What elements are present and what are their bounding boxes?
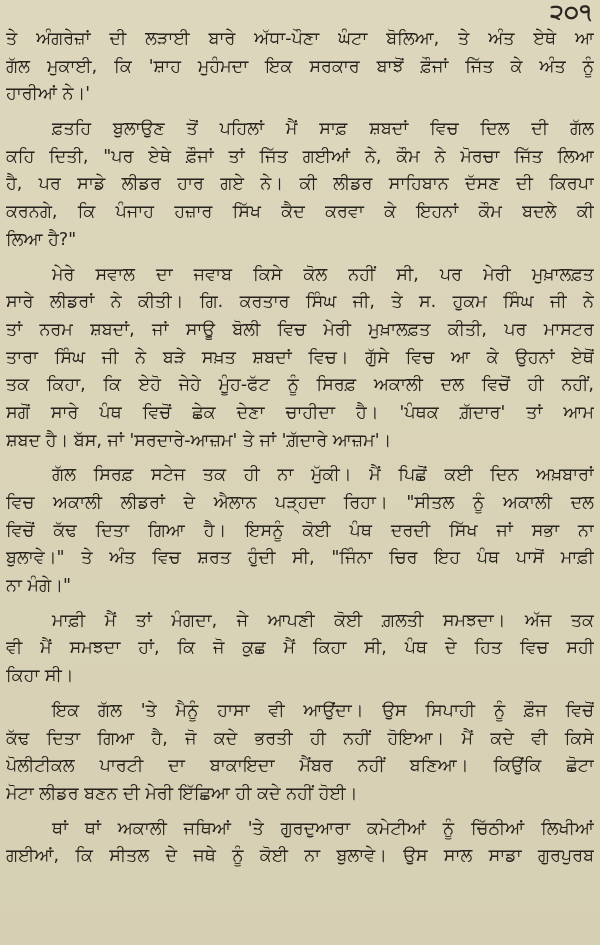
text-line: ਵਿਚੋਂ ਕੱਢ ਦਿਤਾ ਗਿਆ ਹੈ। ਇਸਨੂੰ ਕੋਈ ਪੰਥ ਦਰਦੀ ਸਿੱਖ ਜਾਂ ਸਭਾ ਨਾ bbox=[6, 520, 594, 541]
text-line: ਮੇਰੇ ਸਵਾਲ ਦਾ ਜਵਾਬ ਕਿਸੇ ਕੋਲ ਨਹੀਂ ਸੀ, ਪਰ ਮੇਰੀ ਮੁਖ਼ਾਲਫ਼ਤ bbox=[52, 264, 594, 285]
text-line: ਤਾਰਾ ਸਿੰਘ ਜੀ ਨੇ ਬੜੇ ਸਖ਼ਤ ਸ਼ਬਦਾਂ ਵਿਚ। ਗੁੱਸੇ ਵਿਚ ਆ ਕੇ ਉਹਨਾਂ ਏਥੋਂ bbox=[6, 347, 594, 368]
text-line: ਸਾਰੇ ਲੀਡਰਾਂ ਨੇ ਕੀਤੀ। ਗਿ. ਕਰਤਾਰ ਸਿੰਘ ਜੀ, ਤੇ ਸ. ਹੁਕਮ ਸਿੰਘ ਜੀ ਨੇ bbox=[6, 292, 594, 313]
paragraph-5 bbox=[6, 608, 594, 691]
text-line: ਗਈਆਂ, ਕਿ ਸੀਤਲ ਦੇ ਜਥੇ ਨੂੰ ਕੋਈ ਨਾ ਬੁਲਾਵੇ। ਉਸ ਸਾਲ ਸਾਡਾ ਗੁਰਪੁਰਬ bbox=[6, 846, 594, 867]
text-line: ਕਿਹਾ ਸੀ। bbox=[6, 666, 74, 687]
text-line: ਤੇ ਅੰਗਰੇਜ਼ਾਂ ਦੀ ਲੜਾਈ ਬਾਰੇ ਅੱਧਾ-ਪੌਣਾ ਘੰਟਾ ਬੋਲਿਆ, ਤੇ ਅੰਤ ਏਥੇ ਆ bbox=[6, 29, 594, 49]
text-line: ਨਾ ਮੰਗੇ।" bbox=[6, 576, 72, 597]
text-line: ਇਕ ਗੱਲ 'ਤੇ ਮੈਨੂੰ ਹਾਸਾ ਵੀ ਆਉਂਦਾ। ਉਸ ਸਿਪਾਹੀ ਨੂੰ ਫ਼ੌਜ ਵਿਚੋਂ bbox=[52, 700, 594, 721]
text-line: ਮਾਫ਼ੀ ਮੈਂ ਤਾਂ ਮੰਗਦਾ, ਜੇ ਆਪਣੀ ਕੋਈ ਗ਼ਲਤੀ ਸਮਝਦਾ। ਅੱਜ ਤਕ bbox=[52, 610, 594, 631]
text-line: ਮੋਟਾ ਲੀਡਰ ਬਣਨ ਦੀ ਮੇਰੀ ਇੱਛਿਆ ਹੀ ਕਦੇ ਨਹੀਂ ਹੋਈ। bbox=[6, 783, 358, 804]
paragraph-7 bbox=[6, 816, 594, 871]
text-line: ਵੀ ਮੈਂ ਸਮਝਦਾ ਹਾਂ, ਕਿ ਜੋ ਕੁਛ ਮੈਂ ਕਿਹਾ ਸੀ, ਪੰਥ ਦੇ ਹਿਤ ਵਿਚ ਸਹੀ bbox=[6, 638, 594, 659]
text-line: ਤਾਂ ਨਰਮ ਸ਼ਬਦਾਂ, ਜਾਂ ਸਾਊ ਬੋਲੀ ਵਿਚ ਮੇਰੀ ਮੁਖ਼ਾਲਫ਼ਤ ਕੀਤੀ, ਪਰ ਮਾਸਟਰ bbox=[6, 319, 594, 340]
text-line: ਗੱਲ ਸਿਰਫ਼ ਸਟੇਜ ਤਕ ਹੀ ਨਾ ਮੁੱਕੀ। ਮੈਂ ਪਿਛੋਂ ਕਈ ਦਿਨ ਅਖ਼ਬਾਰਾਂ bbox=[52, 465, 594, 486]
paragraph-2 bbox=[6, 116, 594, 254]
text-line: ਫ਼ਤਹਿ ਬੁਲਾਉਣ ਤੋਂ ਪਹਿਲਾਂ ਮੈਂ ਸਾਫ਼ ਸ਼ਬਦਾਂ ਵਿਚ ਦਿਲ ਦੀ ਗੱਲ bbox=[52, 119, 594, 140]
text-line: ਹੈ, ਪਰ ਸਾਡੇ ਲੀਡਰ ਹਾਰ ਗਏ ਨੇ। ਕੀ ਲੀਡਰ ਸਾਹਿਬਾਨ ਦੱਸਣ ਦੀ ਕਿਰਪਾ bbox=[6, 174, 594, 195]
text-line: ਕਹਿ ਦਿਤੀ, "ਪਰ ਏਥੇ ਫ਼ੌਜਾਂ ਤਾਂ ਜਿੱਤ ਗਈਆਂ ਨੇ, ਕੌਮ ਨੇ ਮੋਰਚਾ ਜਿੱਤ ਲਿਆ bbox=[6, 146, 594, 167]
text-line: ਹਾਰੀਆਂ ਨੇ।' bbox=[6, 84, 91, 105]
text-line: ਕਰਨਗੇ, ਕਿ ਪੰਜਾਹ ਹਜ਼ਾਰ ਸਿੱਖ ਕੈਦ ਕਰਵਾ ਕੇ ਇਹਨਾਂ ਕੌਮ ਬਦਲੇ ਕੀ bbox=[6, 202, 594, 223]
page-number: ੨੦੧ bbox=[550, 0, 592, 24]
text-line: ਵਿਚ ਅਕਾਲੀ ਲੀਡਰਾਂ ਦੇ ਐਲਾਨ ਪੜ੍ਹਦਾ ਰਿਹਾ। "ਸੀਤਲ ਨੂੰ ਅਕਾਲੀ ਦਲ bbox=[6, 493, 594, 513]
text-line: ਸ਼ਬਦ ਹੈ। ਬੱਸ, ਜਾਂ 'ਸਰਦਾਰੇ-ਆਜ਼ਮ' ਤੇ ਜਾਂ 'ਗ਼ੱਦਾਰੇ ਆਜ਼ਮ'। bbox=[6, 430, 392, 451]
paragraph-1 bbox=[6, 26, 594, 109]
paragraph-3 bbox=[6, 262, 594, 456]
text-line: ਲਿਆ ਹੈ?" bbox=[6, 229, 77, 250]
paragraph-4 bbox=[6, 462, 594, 600]
text-line: ਗੱਲ ਮੁਕਾਈ, ਕਿ 'ਸ਼ਾਹ ਮੁਹੰਮਦਾ ਇਕ ਸਰਕਾਰ ਬਾਝੋਂ ਫ਼ੌਜਾਂ ਜਿੱਤ ਕੇ ਅੰਤ ਨੂੰ bbox=[6, 56, 594, 77]
text-line: ਸਗੋਂ ਸਾਰੇ ਪੰਥ ਵਿਚੋਂ ਛੇਕ ਦੇਣਾ ਚਾਹੀਦਾ ਹੈ। 'ਪੰਥਕ ਗ਼ੱਦਾਰ' ਤਾਂ ਆਮ bbox=[6, 402, 594, 423]
text-line: ਕੱਢ ਦਿਤਾ ਗਿਆ ਹੈ, ਜੋ ਕਦੇ ਭਰਤੀ ਹੀ ਨਹੀਂ ਹੋਇਆ। ਮੈਂ ਕਦੇ ਵੀ ਕਿਸੇ bbox=[6, 728, 594, 749]
text-line: ਬੁਲਾਵੇ।" ਤੇ ਅੰਤ ਵਿਚ ਸ਼ਰਤ ਹੁੰਦੀ ਸੀ, "ਜਿੰਨਾ ਚਿਰ ਇਹ ਪੰਥ ਪਾਸੋਂ ਮਾਫ਼ੀ bbox=[6, 548, 594, 569]
paragraph-6 bbox=[6, 698, 594, 809]
text-line: ਥਾਂ ਥਾਂ ਅਕਾਲੀ ਜਥਿਆਂ 'ਤੇ ਗੁਰਦੁਆਰਾ ਕਮੇਟੀਆਂ ਨੂੰ ਚਿੱਠੀਆਂ ਲਿਖੀਆਂ bbox=[52, 818, 594, 839]
body-text bbox=[6, 26, 594, 871]
text-line: ਪੋਲੀਟੀਕਲ ਪਾਰਟੀ ਦਾ ਬਾਕਾਇਦਾ ਮੈਂਬਰ ਨਹੀਂ ਬਣਿਆ। ਕਿਉਂਕਿ ਛੋਟਾ bbox=[6, 756, 594, 777]
text-line: ਤਕ ਕਿਹਾ, ਕਿ ਏਹੋ ਜੇਹੇ ਮੂੰਹ-ਫੱਟ ਨੂੰ ਸਿਰਫ਼ ਅਕਾਲੀ ਦਲ ਵਿਚੋਂ ਹੀ ਨਹੀਂ, bbox=[6, 375, 594, 396]
